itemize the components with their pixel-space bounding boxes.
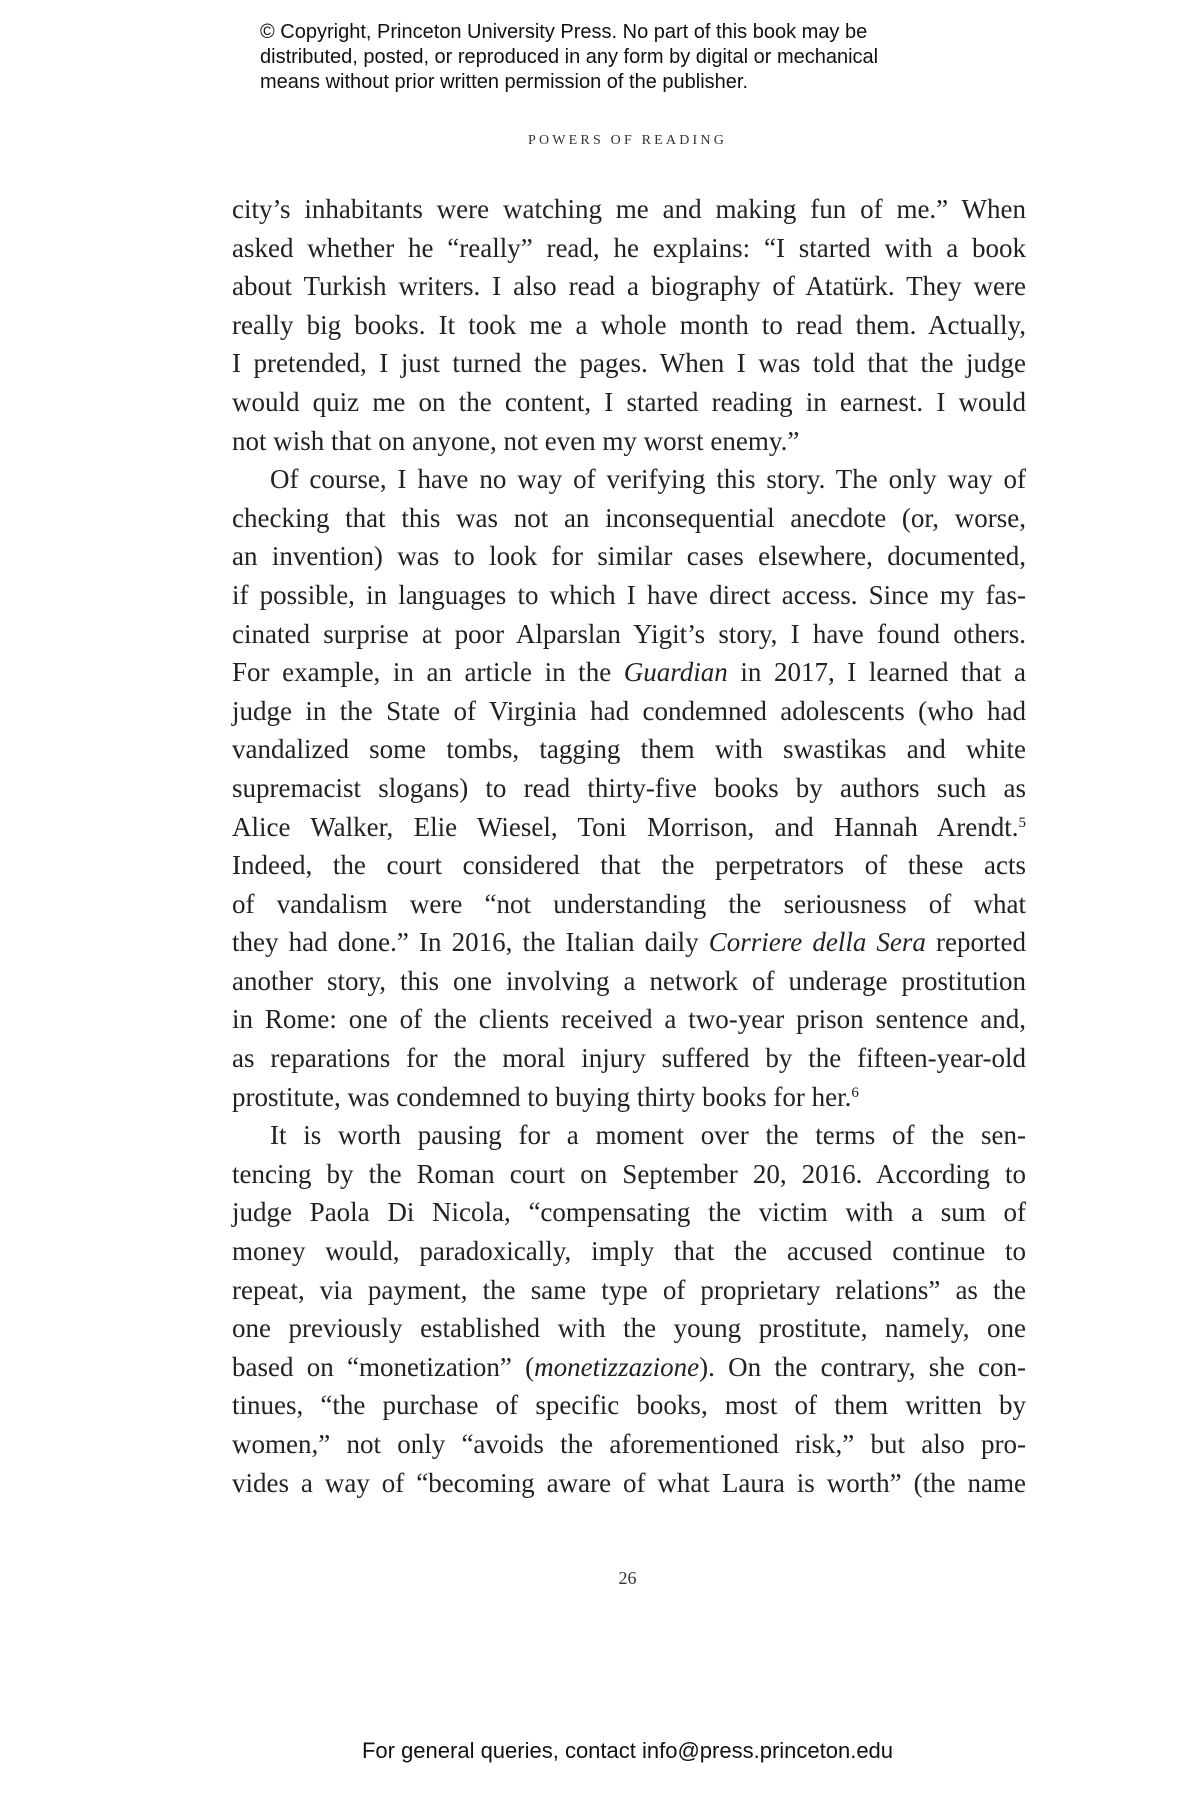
text-line: in Rome: one of the clients received a two-year prison sentence and, [232,1004,1026,1035]
text-line: tinues, “the purchase of specific books, most of them written by [232,1390,1026,1421]
text-line: Alice Walker, Elie Wiesel, Toni Morrison, and Hannah Arendt.$^5$ [232,811,1026,842]
text-line: Of course, I have no way of verifying this story. The only way of [270,464,1026,495]
text-line: money would, paradoxically, imply that the accused continue to [232,1236,1026,1267]
text-line: judge Paola Di Nicola, “compensating the victim with a sum of [232,1197,1026,1228]
text-line: not wish that on anyone, not even my worst enemy.” [232,425,800,456]
text-line: city’s inhabitants were watching me and making fun of me.” When [232,194,1026,224]
copyright-line: distributed, posted, or reproduced in any form by digital or mechanical [260,46,879,68]
footnote-marker[interactable]: 6 [851,1084,859,1101]
italic-title: Corriere della Sera [708,927,926,958]
text-line: based on “monetization” (monetizzazione). On the contrary, she con- [232,1351,1027,1382]
text-line: they had done.” In 2016, the Italian daily Corriere della Sera reported [232,927,1026,958]
text-line: For example, in an article in the Guardian in 2017, I learned that a [232,657,1026,688]
text-line: as reparations for the moral injury suffered by the fifteen-year-old [232,1043,1026,1074]
text-line: repeat, via payment, the same type of proprietary relations” as the [232,1274,1026,1305]
text-line: really big books. It took me a whole month to read them. Actually, [232,309,1026,340]
text-line: checking that this was not an inconsequential anecdote (or, worse, [232,502,1026,533]
text-line: of vandalism were “not understanding the seriousness of what [232,888,1026,919]
text-line: tencing by the Roman court on September 20, 2016. According to [232,1158,1026,1189]
italic-title: Guardian [623,657,728,688]
text-line: Indeed, the court considered that the perpetrators of these acts [232,850,1026,881]
text-line: asked whether he “really” read, he explains: “I started with a book [232,232,1026,263]
text-line: supremacist slogans) to read thirty-five books by authors such as [232,772,1026,803]
text-line: if possible, in languages to which I have direct access. Since my fas- [232,579,1026,610]
text-line: one previously established with the young prostitute, namely, one [232,1313,1026,1344]
footnote-marker[interactable]: 5 [1018,814,1026,831]
copyright-line: © Copyright, Princeton University Press. No part of this book may be [260,21,868,43]
italic-title: monetizzazione [534,1351,700,1382]
footer-contact: For general queries, contact info@press.princeton.edu [361,1738,894,1763]
text-line: an invention) was to look for similar cases elsewhere, documented, [232,541,1026,572]
copyright-notice [260,20,980,95]
running-head: POWERS OF READING [527,133,728,148]
text-line: vandalized some tombs, tagging them with swastikas and white [232,734,1026,765]
text-line: judge in the State of Virginia had condemned adolescents (who had [232,695,1026,726]
text-line: would quiz me on the content, I started reading in earnest. I would [232,386,1026,417]
text-line: prostitute, was condemned to buying thirty books for her.$^6$ [232,1081,859,1112]
body-text [232,190,1026,1502]
text-line: women,” not only “avoids the aforementioned risk,” but also pro- [232,1429,1026,1459]
text-line: vides a way of “becoming aware of what Laura is worth” (the name [232,1467,1026,1498]
text-line: I pretended, I just turned the pages. When I was told that the judge [232,348,1026,379]
text-line: another story, this one involving a network of underage prostitution [232,965,1026,996]
text-line: about Turkish writers. I also read a biography of Atatürk. They were [232,271,1026,302]
text-line: cinated surprise at poor Alparslan Yigit’s story, I have found others. [232,618,1026,649]
text-line: It is worth pausing for a moment over the terms of the sen- [270,1120,1026,1151]
page-number: 26 [618,1568,637,1588]
copyright-line: means without prior written permission of the publisher. [260,71,749,93]
